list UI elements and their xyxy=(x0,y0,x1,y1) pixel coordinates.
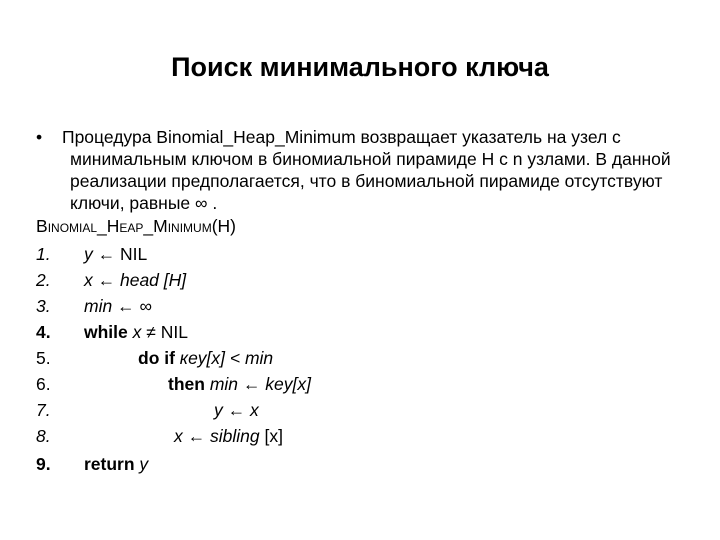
code-text: x ← head [H] xyxy=(84,270,187,290)
code-text: y ← x xyxy=(214,400,259,420)
procedure-param: (H) xyxy=(211,216,237,236)
line-number: 8. xyxy=(36,426,51,446)
slide-title: Поиск минимального ключа xyxy=(171,52,549,82)
code-text: then min ← key[x] xyxy=(168,374,311,394)
bullet-marker: • xyxy=(36,127,43,147)
bullet-paragraph xyxy=(36,126,696,214)
code-text: y ← NIL xyxy=(84,244,148,264)
line-number: 3. xyxy=(36,296,51,316)
procedure-name-initial: B xyxy=(36,216,48,236)
code-text: return y xyxy=(84,454,149,474)
code-text: do if кey[x] < min xyxy=(138,348,274,368)
procedure-signature xyxy=(36,216,236,237)
line-number: 7. xyxy=(36,400,51,420)
line-number: 5. xyxy=(36,348,51,368)
line-number: 4. xyxy=(36,322,51,342)
line-number: 6. xyxy=(36,374,51,394)
line-number: 9. xyxy=(36,454,51,474)
code-text: x ← sibling [x] xyxy=(174,426,283,446)
procedure-name-rest: inomial_Heap_Minimum xyxy=(47,216,212,236)
line-number: 1. xyxy=(36,244,51,264)
code-text: min ← ∞ xyxy=(84,296,152,316)
bullet-text: Процедура Binomial_Heap_Minimum возвращает указатель на узел с минимальным ключом в биномиальной пирамиде H с n узлами. В данной реализации предполагается, что в биномиальной пирамиде отсутствуют ключи, равные ∞ . xyxy=(62,127,671,213)
code-text: while x ≠ NIL xyxy=(84,322,188,342)
line-number: 2. xyxy=(36,270,51,290)
